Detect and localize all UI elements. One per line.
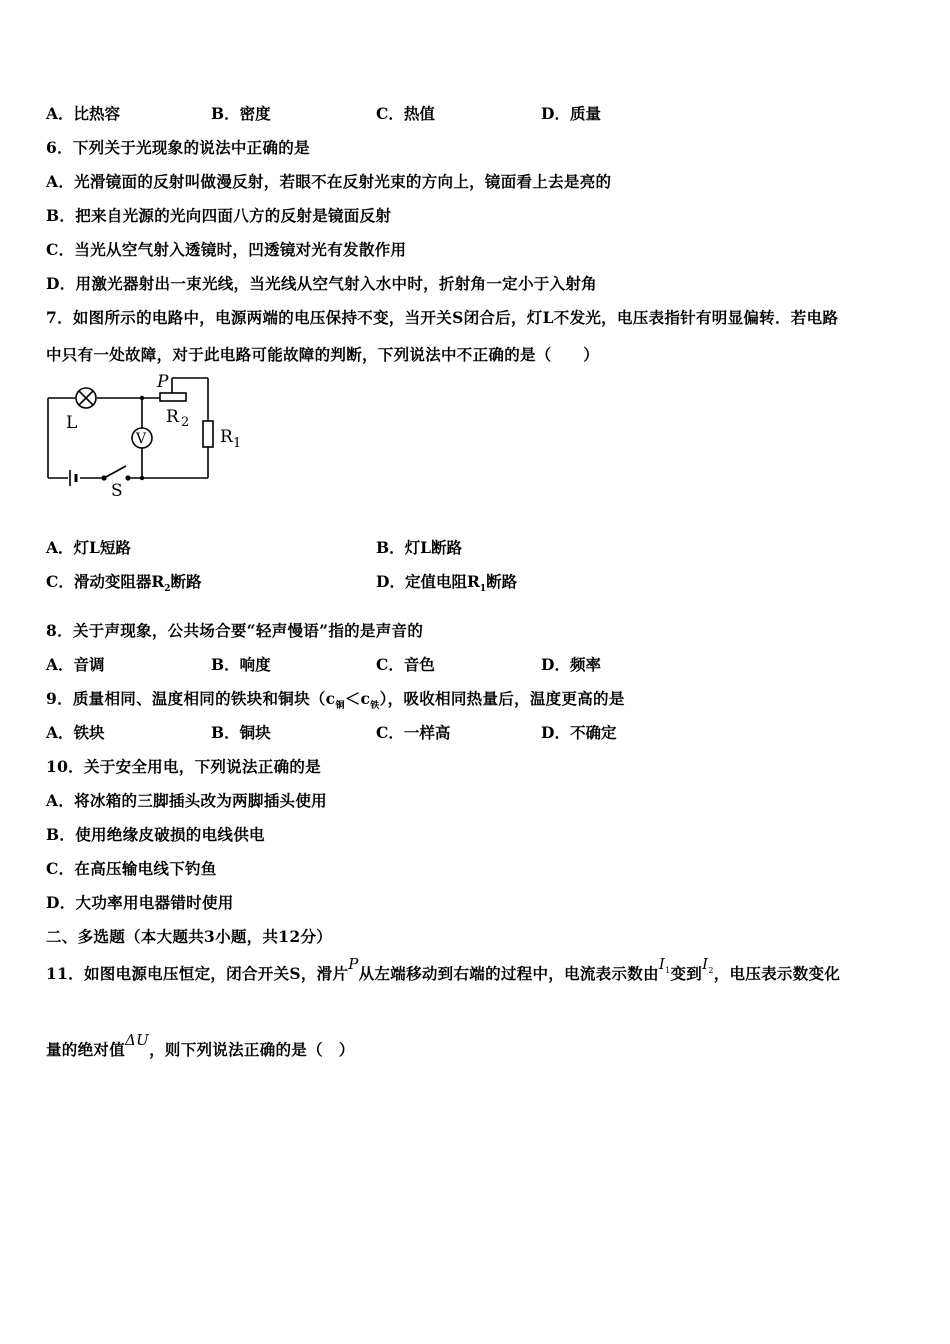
q8-option-b: B．响度 (211, 655, 271, 674)
lamp-label: L (66, 413, 78, 433)
q9-option-b: B．铜块 (211, 723, 271, 742)
q10-option-b: B．使用绝缘皮破损的电线供电 (46, 825, 265, 844)
q6-option-c: C．当光从空气射入透镜时，凹透镜对光有发散作用 (46, 240, 407, 259)
q5-option-b: B．密度 (211, 104, 271, 123)
q7-option-a: A．灯L短路 (46, 538, 131, 557)
r1-label: R (220, 427, 233, 447)
q7-stem-line1: 7．如图所示的电路中，电源两端的电压保持不变，当开关S闭合后，灯L不发光，电压表指针有明显偏转．若电路 (46, 308, 839, 327)
q6-option-b: B．把来自光源的光向四面八方的反射是镜面反射 (46, 206, 392, 225)
q10-stem: 10．关于安全用电，下列说法正确的是 (46, 757, 321, 776)
q11-stem-line2: 量的绝对值ΔU，则下列说法正确的是（ ） (46, 1031, 355, 1059)
voltmeter-label: V (136, 431, 147, 447)
q9-option-c: C．一样高 (376, 723, 451, 742)
q5-option-a: A．比热容 (46, 104, 121, 123)
q7-option-b: B．灯L断路 (376, 538, 462, 557)
q9-option-a: A．铁块 (46, 723, 105, 742)
q7-stem-line2: 中只有一处故障，对于此电路可能故障的判断，下列说法中不正确的是（ ） (46, 345, 600, 364)
q8-option-c: C．音色 (376, 655, 435, 674)
q8-stem: 8．关于声现象，公共场合要“轻声慢语”指的是声音的 (46, 621, 424, 640)
q8-option-a: A．音调 (46, 655, 105, 674)
q7-option-d: D．定值电阻$R_1$断路 (376, 572, 518, 595)
q7-option-c: C．滑动变阻器$R_2$断路 (46, 572, 202, 595)
q5-option-d: D．质量 (541, 104, 601, 123)
q10-option-d: D．大功率用电器错时使用 (46, 893, 234, 912)
r2-label: R (166, 407, 179, 427)
slider-label: P (157, 372, 169, 392)
r1-label-sub: 1 (233, 436, 242, 451)
section2-title: 二、多选题（本大题共3小题，共12分） (46, 927, 333, 946)
q6-stem: 6．下列关于光现象的说法中正确的是 (46, 138, 310, 157)
q6-option-d: D．用激光器射出一束光线，当光线从空气射入水中时，折射角一定小于入射角 (46, 274, 597, 293)
q10-option-a: A．将冰箱的三脚插头改为两脚插头使用 (46, 791, 327, 810)
q5-option-c: C．热值 (376, 104, 435, 123)
q11-stem-line1: 11．如图电源电压恒定，闭合开关S，滑片P从左端移动到右端的过程中，电流表示数由$I_1$变到$I_2$，电压表示数变化 (46, 955, 841, 983)
q9-stem: 9．质量相同、温度相同的铁块和铜块$(c_铜<c_铁)$，吸收相同热量后，温度更高的是 (46, 689, 625, 712)
q8-option-d: D．频率 (541, 655, 601, 674)
q6-option-a: A．光滑镜面的反射叫做漫反射，若眼不在反射光束的方向上，镜面看上去是亮的 (46, 172, 612, 191)
q7-circuit-diagram (40, 368, 260, 508)
q10-option-c: C．在高压输电线下钓鱼 (46, 859, 217, 878)
q9-option-d: D．不确定 (541, 723, 617, 742)
r2-label-sub: 2 (181, 415, 190, 430)
switch-label: S (111, 481, 123, 501)
